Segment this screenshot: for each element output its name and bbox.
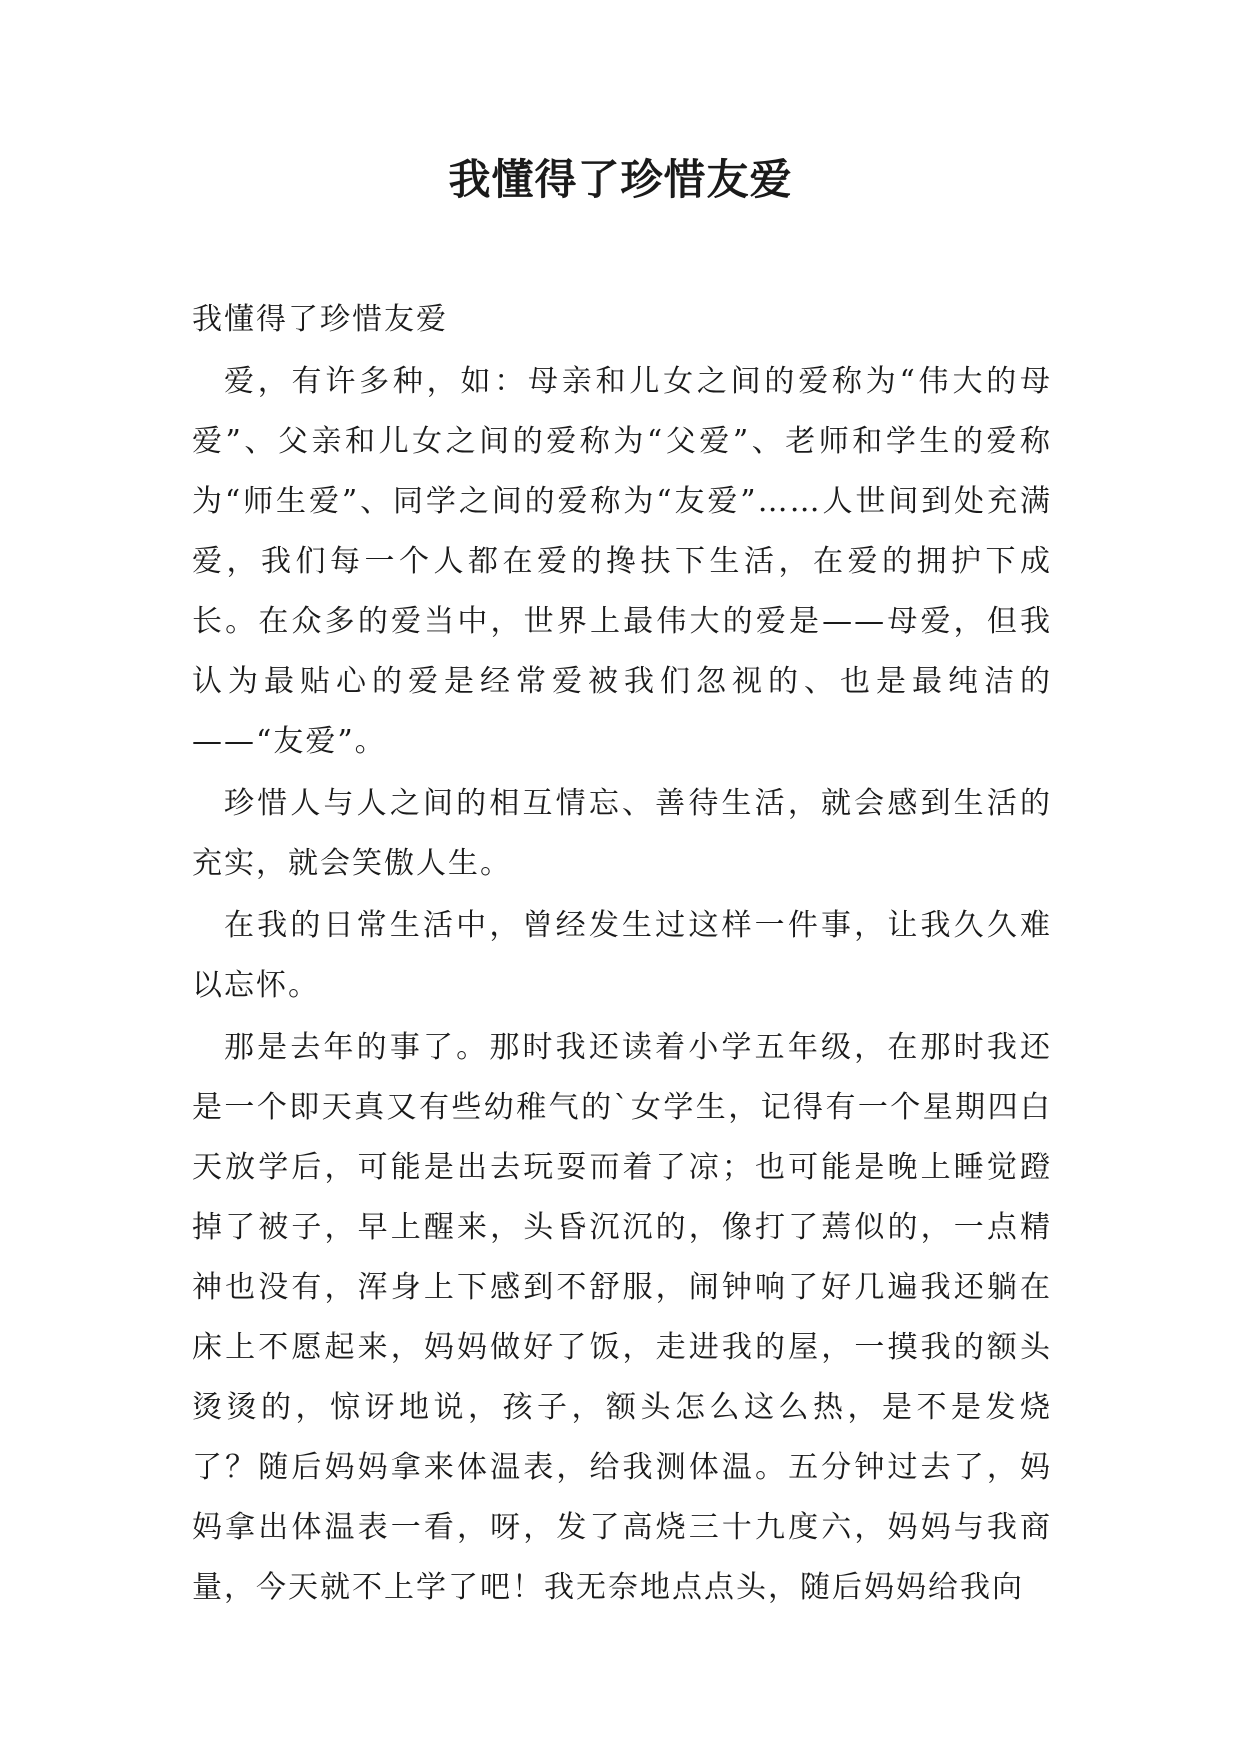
paragraph-3: 在我的日常生活中，曾经发生过这样一件事，让我久久难以忘怀。 [192,908,1052,1003]
document-title: 我懂得了珍惜友爱 [448,155,793,204]
paragraph-2: 珍惜人与人之间的相互情忘、善待生活，就会感到生活的充实，就会笑傲人生。 [192,786,1052,881]
paragraph-1: 爱，有许多种，如：母亲和儿女之间的爱称为“伟大的母爱”、父亲和儿女之间的爱称为“父爱”、老师和学生的爱称为“师生爱”、同学之间的爱称为“友爱”……人世间到处充满爱，我们每一个人都在爱的搀扶下生活，在爱的拥护下成长。在众多的爱当中，世界上最伟大的爱是——母爱，但我认为最贴心的爱是经常爱被我们忽视的、也是最纯洁的——“友爱”。 [192,364,1052,759]
document-body [192,290,1052,1620]
paragraph-4: 那是去年的事了。那时我还读着小学五年级，在那时我还是一个即天真又有些幼稚气的`女学生，记得有一个星期四白天放学后，可能是出去玩耍而着了凉；也可能是晚上睡觉蹬掉了被子，早上醒来，头昏沉沉的，像打了蔫似的，一点精神也没有，浑身上下感到不舒服，闹钟响了好几遍我还躺在床上不愿起来，妈妈做好了饭，走进我的屋，一摸我的额头烫烫的，惊讶地说，孩子，额头怎么这么热，是不是发烧了？随后妈妈拿来体温表，给我测体温。五分钟过去了，妈妈拿出体温表一看，呀，发了高烧三十九度六，妈妈与我商量，今天就不上学了吧！我无奈地点点头，随后妈妈给我向 [192,1030,1052,1605]
document-subtitle: 我懂得了珍惜友爱 [192,302,448,337]
